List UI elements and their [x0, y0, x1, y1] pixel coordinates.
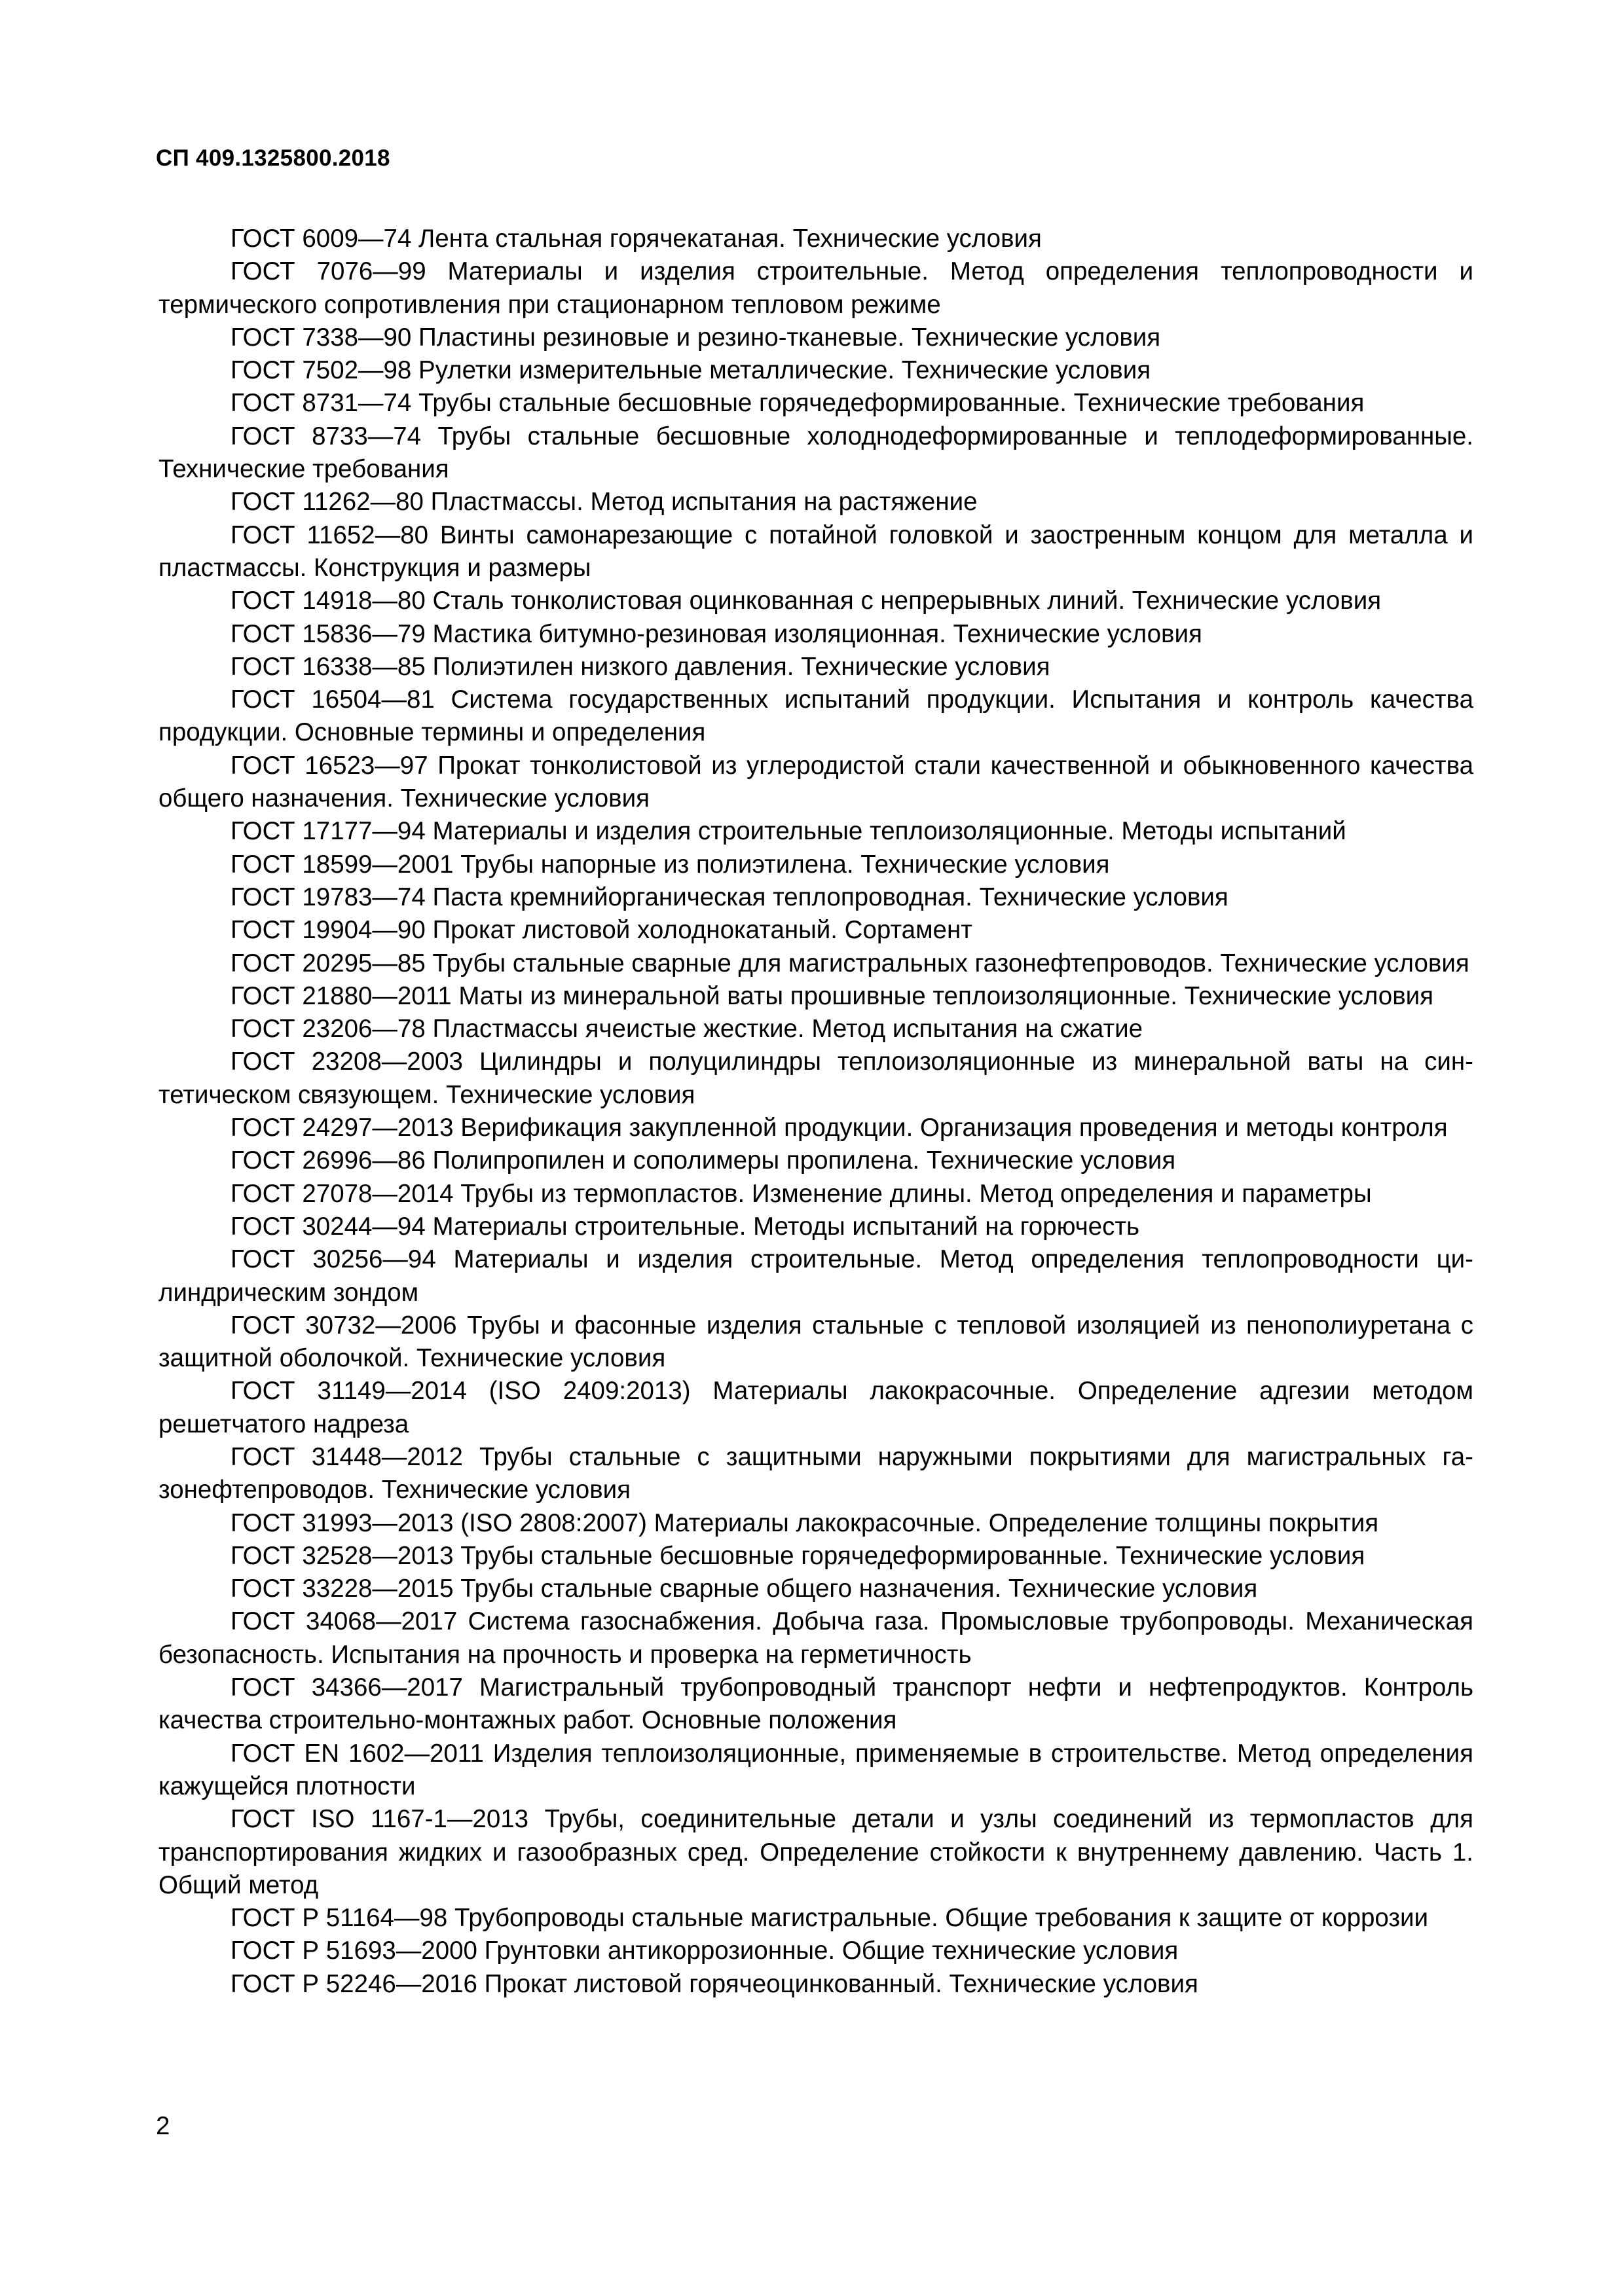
reference-item: ГОСТ 24297—2013 Верификация закупленной продукции. Организация проведения и методы контроля [231, 1114, 1448, 1142]
reference-item: ГОСТ 33228—2015 Трубы стальные сварные общего назначения. Технические условия [231, 1575, 1258, 1603]
reference-item: ГОСТ Р 51164—98 Трубопроводы стальные магистральные. Общие требования к защите от коррозии [231, 1904, 1429, 1933]
reference-item: ГОСТ 16523—97 Прокат тонколистовой из углеродистой стали качественной и обыкновенного качества общего назначения. Технические условия [158, 751, 1473, 813]
reference-item: ГОСТ 7076—99 Материалы и изделия строительные. Метод определения теплопроводности и термического сопротивления при стационарном тепловом режиме [158, 257, 1473, 319]
reference-item: ГОСТ 31448—2012 Трубы стальные с защитными наружными покрытиями для магистральных газонефтепроводов. Технические условия [158, 1442, 1473, 1504]
reference-item: ГОСТ 21880—2011 Маты из минеральной ваты прошивные теплоизоляционные. Технические условия [231, 981, 1434, 1010]
reference-item: ГОСТ 23206—78 Пластмассы ячеистые жесткие. Метод испытания на сжатие [231, 1015, 1143, 1044]
reference-item: ГОСТ 14918—80 Сталь тонколистовая оцинкованная с непрерывных линий. Технические условия [231, 587, 1382, 615]
reference-item: ГОСТ Р 51693—2000 Грунтовки антикоррозионные. Общие технические условия [231, 1937, 1179, 1965]
reference-item: ГОСТ 34068—2017 Система газоснабжения. Добыча газа. Промысловые трубопроводы. Механическая безопасность. Испытания на прочность и проверка на герметичность [158, 1607, 1473, 1669]
reference-item: ГОСТ 8733—74 Трубы стальные бесшовные холоднодеформированные и теплодеформированные. Технические требования [158, 422, 1473, 484]
reference-item: ГОСТ 30244—94 Материалы строительные. Методы испытаний на горючесть [231, 1212, 1140, 1241]
reference-list [158, 223, 1473, 2001]
reference-item: ГОСТ 16338—85 Полиэтилен низкого давления. Технические условия [231, 652, 1050, 681]
reference-item: ГОСТ 15836—79 Мастика битумно-резиновая изоляционная. Технические условия [231, 619, 1202, 648]
reference-item: ГОСТ 11652—80 Винты самонарезающие с потайной головкой и заостренным концом для металла и пластмассы. Конструкция и размеры [158, 520, 1473, 582]
reference-item: ГОСТ ISO 1167-1—2013 Трубы, соединительные детали и узлы соединений из термопластов для транспортирования жидких и газообразных сред. Определение стойкости к внутреннему давлению. Часть 1. Общий метод [158, 1805, 1473, 1899]
reference-item: ГОСТ 19783—74 Паста кремнийорганическая теплопроводная. Технические условия [231, 883, 1228, 911]
reference-item: ГОСТ 18599—2001 Трубы напорные из полиэтилена. Технические условия [231, 850, 1110, 879]
reference-item: ГОСТ 34366—2017 Магистральный трубопроводный транспорт нефти и нефтепродуктов. Контроль качества строительно-монтажных работ. Основные положения [158, 1673, 1473, 1735]
reference-item: ГОСТ 7338—90 Пластины резиновые и резино-тканевые. Технические условия [231, 323, 1161, 352]
reference-item: ГОСТ 31993—2013 (ISO 2808:2007) Материалы лакокрасочные. Определение толщины покрытия [231, 1508, 1379, 1537]
reference-item: ГОСТ 26996—86 Полипропилен и сополимеры пропилена. Технические условия [231, 1146, 1176, 1175]
reference-item: ГОСТ 8731—74 Трубы стальные бесшовные горячедеформированные. Технические требования [231, 389, 1365, 418]
reference-item: ГОСТ 16504—81 Система государственных испытаний продукции. Испытания и контроль качества продукции. Основные термины и определения [158, 685, 1473, 747]
reference-item: ГОСТ 17177—94 Материалы и изделия строительные теплоизоляционные. Методы испытаний [231, 817, 1346, 846]
reference-item: ГОСТ 20295—85 Трубы стальные сварные для магистральных газонефтепроводов. Технические условия [231, 949, 1469, 977]
reference-item: ГОСТ Р 52246—2016 Прокат листовой горячеоцинкованный. Технические условия [231, 1969, 1198, 1998]
reference-item: ГОСТ 19904—90 Прокат листовой холоднокатаный. Сортамент [231, 916, 972, 945]
reference-item: ГОСТ 7502—98 Рулетки измерительные металлические. Технические условия [231, 356, 1151, 385]
reference-item: ГОСТ 11262—80 Пластмассы. Метод испытания на растяжение [231, 488, 978, 517]
reference-item: ГОСТ 27078—2014 Трубы из термопластов. Изменение длины. Метод определения и параметры [231, 1179, 1372, 1208]
reference-item: ГОСТ 30256—94 Материалы и изделия строительные. Метод определения теплопроводности цилиндрическим зондом [158, 1245, 1473, 1307]
page-number: 2 [156, 2112, 170, 2140]
reference-item: ГОСТ 23208—2003 Цилиндры и полуцилиндры теплоизоляционные из минеральной ваты на синтетическом связующем. Технические условия [158, 1048, 1473, 1109]
reference-item: ГОСТ 6009—74 Лента стальная горячекатаная. Технические условия [231, 225, 1042, 253]
reference-item: ГОСТ EN 1602—2011 Изделия теплоизоляционные, применяемые в строительстве. Метод определения кажущейся плотности [158, 1739, 1473, 1800]
reference-item: ГОСТ 32528—2013 Трубы стальные бесшовные горячедеформированные. Технические условия [231, 1541, 1365, 1570]
reference-item: ГОСТ 31149—2014 (ISO 2409:2013) Материалы лакокрасочные. Определение адгезии методом решетчатого надреза [158, 1377, 1473, 1438]
reference-item: ГОСТ 30732—2006 Трубы и фасонные изделия стальные с тепловой изоляцией из пенополиуретана с защитной оболочкой. Технические условия [158, 1311, 1473, 1373]
page-header: СП 409.1325800.2018 [156, 145, 390, 171]
